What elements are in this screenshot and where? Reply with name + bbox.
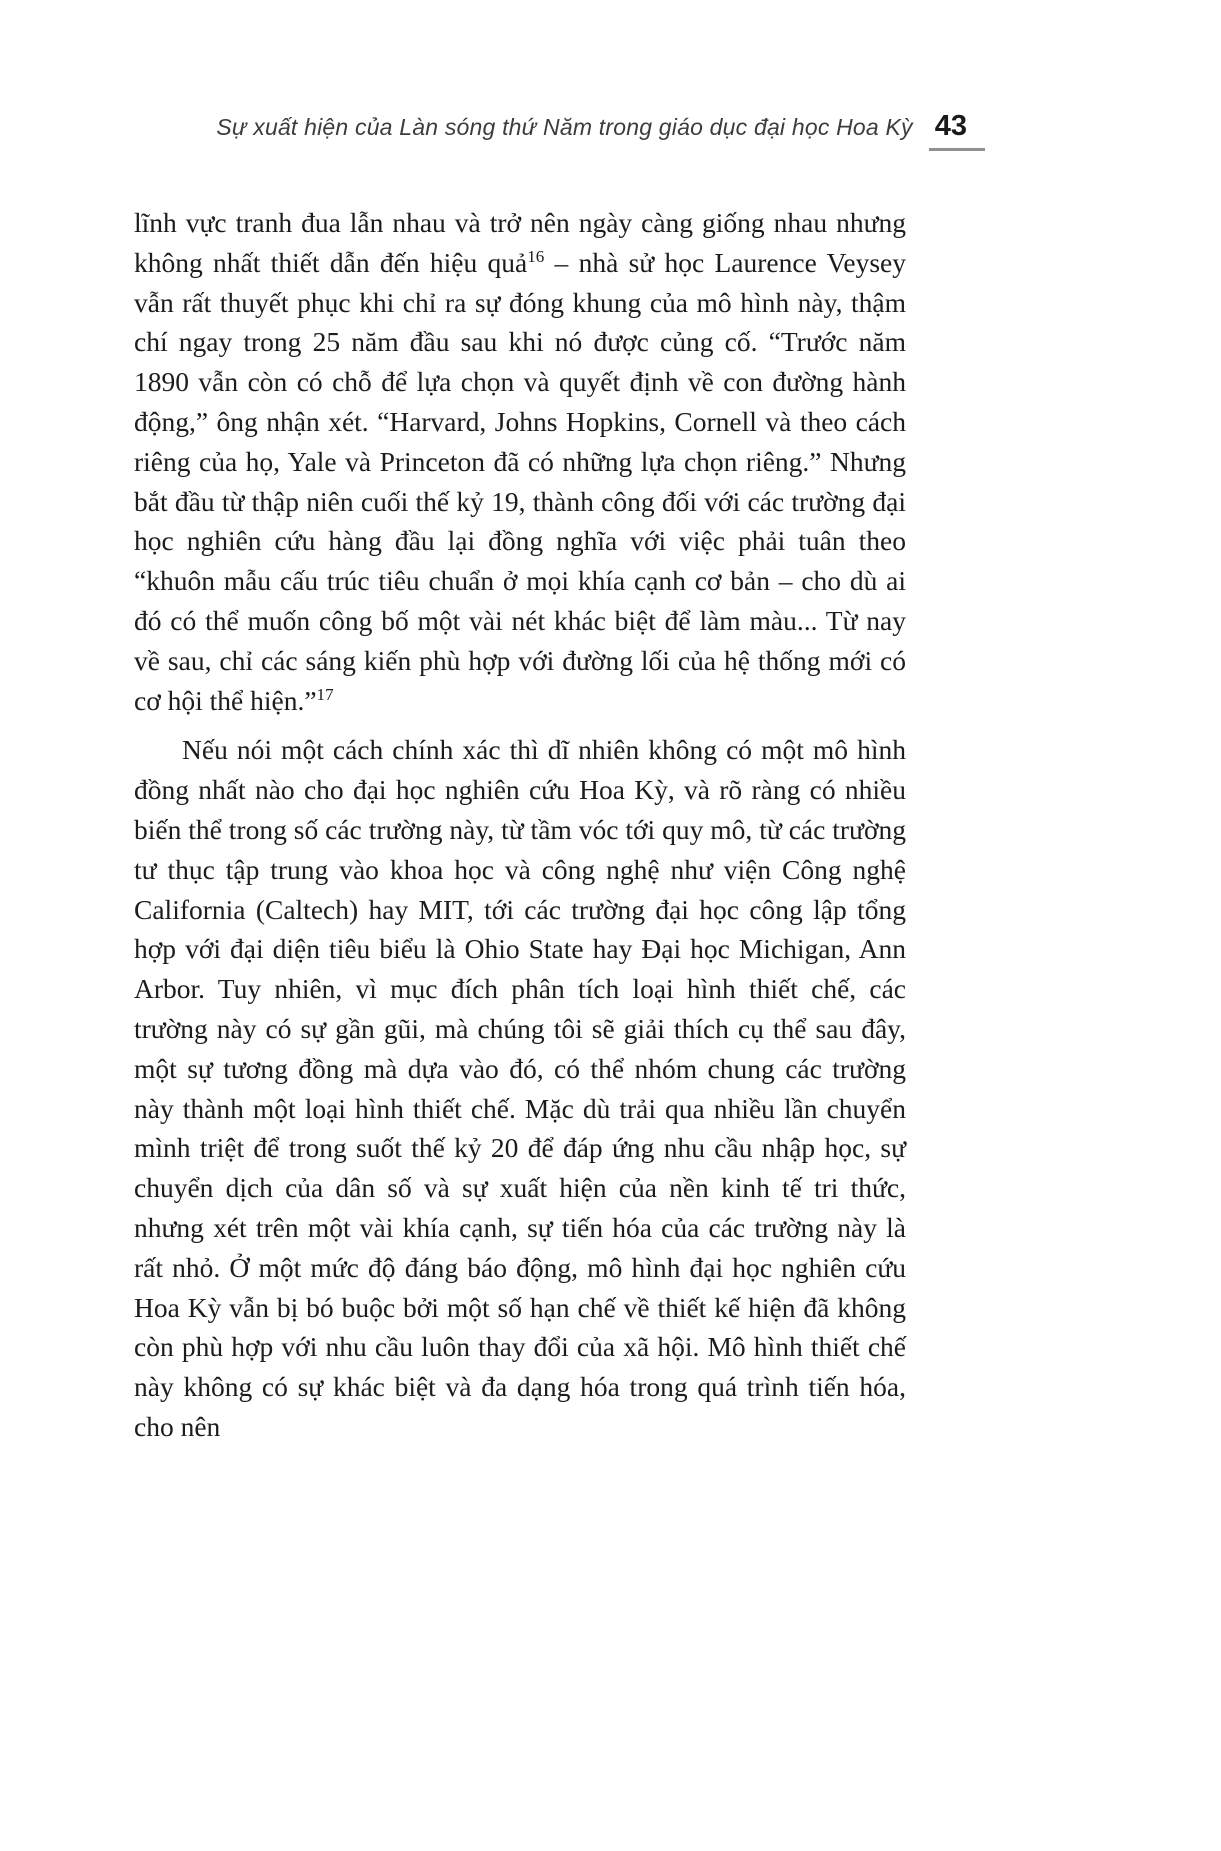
paragraph-1-text-a: lĩnh vực tranh đua lẫn nhau và trở nên ngày càng giống nhau nhưng không nhất thiết dẫn đến hiệu quả [134,207,906,278]
footnote-ref-16: 16 [527,246,545,266]
body-text [134,203,906,1447]
paragraph-1-text-b: – nhà sử học Laurence Veysey vẫn rất thuyết phục khi chỉ ra sự đóng khung của mô hình này, thậm chí ngay trong 25 năm đầu sau khi nó được củng cố. “Trước năm 1890 vẫn còn có chỗ để lựa chọn và quyết định về con đường hành động,” ông nhận xét. “Harvard, Johns Hopkins, Cornell và theo cách riêng của họ, Yale và Princeton đã có những lựa chọn riêng.” Nhưng bắt đầu từ thập niên cuối thế kỷ 19, thành công đối với các trường đại học nghiên cứu hàng đầu lại đồng nghĩa với việc phải tuân theo “khuôn mẫu cấu trúc tiêu chuẩn ở mọi khía cạnh cơ bản – cho dù ai đó có thể muốn công bố một vài nét khác biệt để làm màu... Từ nay về sau, chỉ các sáng kiến phù hợp với đường lối của hệ thống mới có cơ hội thể hiện.” [134,246,906,716]
running-title: Sự xuất hiện của Làn sóng thứ Năm trong giáo dục đại học Hoa Kỳ [216,114,913,140]
paragraph-1 [134,203,906,720]
page-header [120,112,985,151]
paragraph-2-text: Nếu nói một cách chính xác thì dĩ nhiên không có một mô hình đồng nhất nào cho đại học nghiên cứu Hoa Kỳ, và rõ ràng có nhiều biến thể trong số các trường này, từ tầm vóc tới quy mô, từ các trường tư thục tập trung vào khoa học và công nghệ như viện Công nghệ California (Caltech) hay MIT, tới các trường đại học công lập tổng hợp với đại diện tiêu biểu là Ohio State hay Đại học Michigan, Ann Arbor. Tuy nhiên, vì mục đích phân tích loại hình thiết chế, các trường này có sự gần gũi, mà chúng tôi sẽ giải thích cụ thể sau đây, một sự tương đồng mà dựa vào đó, có thể nhóm chung các trường này thành một loại hình thiết chế. Mặc dù trải qua nhiều lần chuyển mình triệt để trong suốt thế kỷ 20 để đáp ứng nhu cầu nhập học, sự chuyển dịch của dân số và sự xuất hiện của nền kinh tế tri thức, nhưng xét trên một vài khía cạnh, sự tiến hóa của các trường này là rất nhỏ. Ở một mức độ đáng báo động, mô hình đại học nghiên cứu Hoa Kỳ vẫn bị bó buộc bởi một số hạn chế về thiết kế hiện đã không còn phù hợp với nhu cầu luôn thay đổi của xã hội. Mô hình thiết chế này không có sự khác biệt và đa dạng hóa trong quá trình tiến hóa, cho nên [134,734,906,1442]
page-number: 43 [929,112,985,151]
footnote-ref-17: 17 [316,684,334,704]
paragraph-2 [134,730,906,1446]
